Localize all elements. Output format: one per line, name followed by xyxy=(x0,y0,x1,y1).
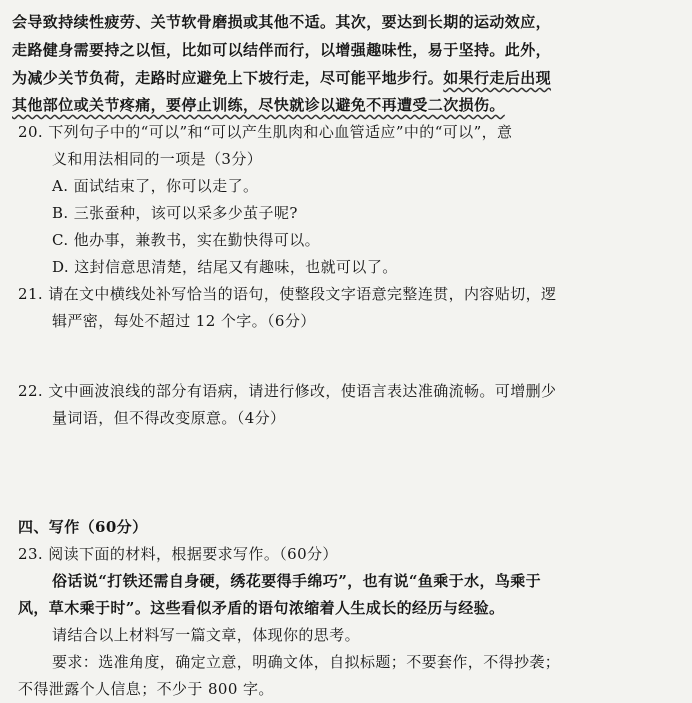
question-20-option-b: B. 三张蚕种，该可以采多少茧子呢? xyxy=(52,204,298,222)
passage-line-3 xyxy=(12,68,551,88)
section-4-heading: 四、写作（60分） xyxy=(18,518,148,536)
passage-line-3-plain: 为减少关节负荷，走路时应避免上下坡行走，尽可能平地步行。 xyxy=(12,69,444,87)
material-line-2: 风，草木乘于时”。这些看似矛盾的语句浓缩着人生成长的经历与经验。 xyxy=(18,599,505,617)
passage-line-2: 走路健身需要持之以恒，比如可以结伴而行，以增强趣味性，易于坚持。此外， xyxy=(12,41,552,59)
writing-task: 请结合以上材料写一篇文章，体现你的思考。 xyxy=(52,626,361,644)
wavy-underlined-text: 如果行走后出现 xyxy=(443,69,552,87)
passage-line-1: 会导致持续性疲劳、关节软骨磨损或其他不适。其次，要达到长期的运动效应， xyxy=(12,13,552,31)
question-21-line-2: 辑严密，每处不超过 12 个字。（6分） xyxy=(52,312,316,330)
passage-line-4-wavy: 其他部位或关节疼痛，要停止训练，尽快就诊以避免不再遭受二次损伤。 xyxy=(12,96,505,114)
question-20-option-a: A. 面试结束了，你可以走了。 xyxy=(52,177,259,195)
requirements-line-1: 要求：选准角度，确定立意，明确文体，自拟标题；不要套作，不得抄袭； xyxy=(52,653,561,671)
question-23-line-1: 23. 阅读下面的材料，根据要求写作。（60分） xyxy=(18,545,338,563)
question-20-option-c: C. 他办事，兼教书，实在勤快得可以。 xyxy=(52,231,321,249)
question-20-option-d: D. 这封信意思清楚，结尾又有趣味，也就可以了。 xyxy=(52,258,398,276)
material-line-1: 俗话说“打铁还需自身硬，绣花要得手绵巧”，也有说“鱼乘于水，鸟乘于 xyxy=(52,572,542,590)
question-22-line-2: 量词语，但不得改变原意。（4分） xyxy=(52,409,286,427)
question-20-line-1: 20. 下列句子中的“可以”和“可以产生肌肉和心血管适应”中的“可以”，意 xyxy=(18,123,513,141)
question-20-line-2: 义和用法相同的一项是（3分） xyxy=(52,150,263,168)
question-22-line-1: 22. 文中画波浪线的部分有语病，请进行修改，使语言表达准确流畅。可增删少 xyxy=(18,382,557,400)
question-21-line-1: 21. 请在文中横线处补写恰当的语句，使整段文字语意完整连贯，内容贴切，逻 xyxy=(18,285,557,303)
requirements-line-2: 不得泄露个人信息；不少于 800 字。 xyxy=(18,680,274,698)
